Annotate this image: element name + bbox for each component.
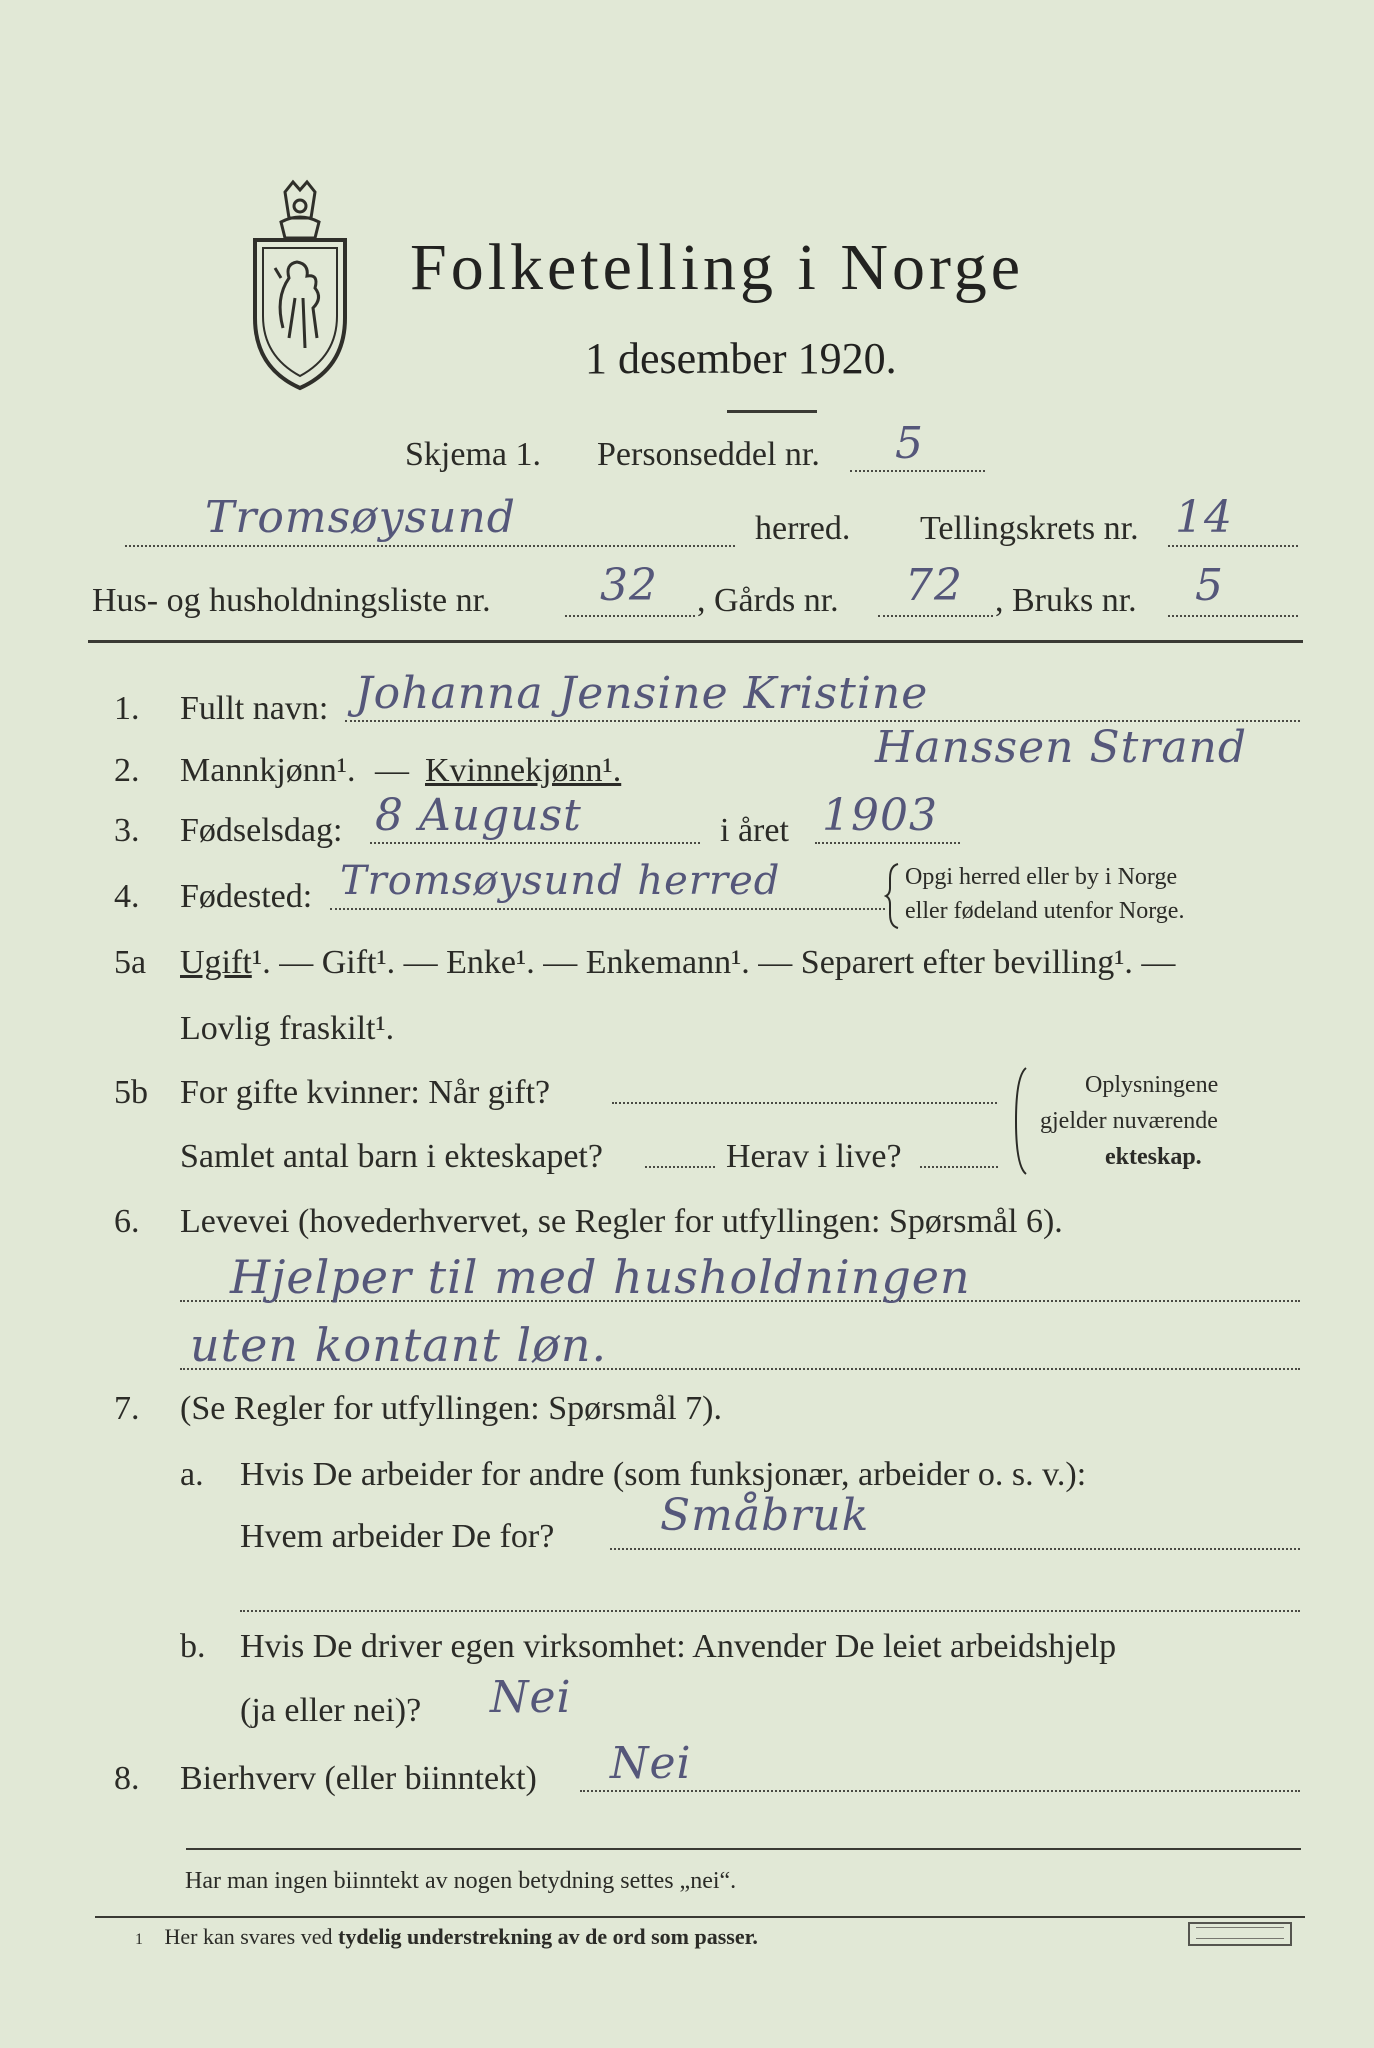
- q4-brace: [884, 862, 902, 930]
- tellingskrets-label: Tellingskrets nr.: [920, 510, 1139, 547]
- gards-value: 72: [905, 560, 963, 611]
- q7b-label: Hvis De driver egen virksomhet: Anvender De leiet arbeidshjelp: [240, 1628, 1117, 1665]
- footnote: [135, 1924, 758, 1950]
- q5b-note-2: gjelder nuværende: [1040, 1108, 1218, 1134]
- q5b-number: 5b: [114, 1074, 148, 1111]
- personseddel-value: 5: [895, 418, 924, 469]
- q1-value: Johanna Jensine Kristine: [355, 668, 929, 719]
- q3-aret-line: [815, 842, 960, 844]
- footnote-bold-text: tydelig understrekning av de ord som passer.: [338, 1924, 758, 1949]
- q7a-label-2: Hvem arbeider De for?: [240, 1518, 555, 1555]
- q6-value-1: Hjelper til med husholdningen: [230, 1250, 971, 1304]
- q5b-label-3: Herav i live?: [726, 1138, 902, 1175]
- q4-note-2: eller fødeland utenfor Norge.: [905, 898, 1185, 924]
- q3-value: 8 August: [375, 790, 582, 841]
- personseddel-label: Personseddel nr.: [597, 436, 820, 473]
- q7a-letter: a.: [180, 1456, 204, 1493]
- q1-value-continued: Hanssen Strand: [875, 722, 1248, 773]
- q5b-label-1: For gifte kvinner: Når gift?: [180, 1074, 551, 1111]
- q2-kvinne: Kvinnekjønn¹.: [425, 752, 622, 789]
- husliste-value: 32: [600, 560, 658, 611]
- tellingskrets-line: [1168, 545, 1298, 547]
- q5b-brace: [1012, 1066, 1028, 1176]
- q8-number: 8.: [114, 1760, 140, 1797]
- q3-line: [370, 842, 700, 844]
- q6-label: Levevei (hovederhvervet, se Regler for utfyllingen: Spørsmål 6).: [180, 1203, 1063, 1240]
- bruks-line: [1168, 615, 1298, 617]
- bruks-value: 5: [1195, 560, 1224, 611]
- q7b-letter: b.: [180, 1628, 206, 1665]
- personseddel-line: [850, 470, 985, 472]
- q7a-label: Hvis De arbeider for andre (som funksjonær, arbeider o. s. v.):: [240, 1456, 1087, 1493]
- q8-line-1: [580, 1790, 1300, 1792]
- q5b-line-1: [612, 1102, 997, 1104]
- q5b-line-2: [645, 1166, 715, 1168]
- header-divider: [88, 640, 1303, 643]
- q8-line-2: [186, 1848, 1301, 1850]
- footnote-divider: [95, 1916, 1305, 1918]
- q3-aret-label: i året: [720, 812, 789, 849]
- gards-label: , Gårds nr.: [697, 582, 839, 619]
- q7-number: 7.: [114, 1390, 140, 1427]
- q7-label: (Se Regler for utfyllingen: Spørsmål 7).: [180, 1390, 723, 1427]
- form-title: Folketelling i Norge: [410, 231, 1025, 304]
- q1-number: 1.: [114, 690, 140, 727]
- q5b-line-3: [920, 1166, 998, 1168]
- bruks-label: , Bruks nr.: [995, 582, 1137, 619]
- husliste-label: Hus- og husholdningsliste nr.: [92, 582, 491, 619]
- q5a-line2: Lovlig fraskilt¹.: [180, 1010, 395, 1047]
- q4-value: Tromsøysund herred: [340, 858, 781, 904]
- q5a-options: ¹. — Gift¹. — Enke¹. — Enkemann¹. — Separert efter bevilling¹. —: [252, 944, 1176, 981]
- q2-mann: Mannkjønn¹.: [180, 752, 356, 789]
- q7a-line-2: [240, 1610, 1300, 1612]
- q3-label: Fødselsdag:: [180, 812, 343, 849]
- printer-stamp: [1188, 1922, 1292, 1946]
- q4-label: Fødested:: [180, 878, 313, 915]
- q7a-line-1: [610, 1548, 1300, 1550]
- tellingskrets-value: 14: [1175, 492, 1233, 543]
- form-subtitle: 1 desember 1920.: [585, 334, 897, 383]
- norwegian-coat-of-arms-icon: [245, 178, 355, 393]
- gards-line: [878, 615, 993, 617]
- q1-label: Fullt navn:: [180, 690, 329, 727]
- q7b-label-2: (ja eller nei)?: [240, 1692, 422, 1729]
- q2-number: 2.: [114, 752, 140, 789]
- schema-label: Skjema 1.: [405, 436, 541, 473]
- q3-aret-value: 1903: [822, 790, 938, 841]
- q6-value-2: uten kontant løn.: [190, 1318, 608, 1372]
- footnote-number: 1: [135, 1931, 143, 1948]
- q6-number: 6.: [114, 1203, 140, 1240]
- herred-value: Tromsøysund: [205, 492, 516, 543]
- q2-dash: —: [375, 752, 409, 789]
- q7a-value: Småbruk: [660, 1490, 870, 1541]
- q8-label: Bierhverv (eller biinntekt): [180, 1760, 537, 1797]
- footer-note: Har man ingen biinntekt av nogen betydning settes „nei“.: [185, 1868, 737, 1894]
- q5a-number: 5a: [114, 944, 147, 981]
- q7b-value: Nei: [490, 1672, 572, 1723]
- husliste-line: [565, 615, 695, 617]
- q4-line: [330, 908, 885, 910]
- q4-number: 4.: [114, 878, 140, 915]
- title-divider: [727, 410, 817, 413]
- q4-note-1: Opgi herred eller by i Norge: [905, 864, 1178, 890]
- q3-number: 3.: [114, 812, 140, 849]
- q5a-ugift: Ugift: [180, 944, 252, 981]
- herred-label: herred.: [755, 510, 851, 547]
- herred-line: [125, 545, 735, 547]
- q5b-label-2: Samlet antal barn i ekteskapet?: [180, 1138, 603, 1175]
- q8-value: Nei: [610, 1738, 692, 1789]
- q5b-note-1: Oplysningene: [1085, 1072, 1219, 1098]
- footnote-text: Her kan svares ved: [164, 1924, 333, 1949]
- q5b-note-3: ekteskap.: [1105, 1144, 1202, 1170]
